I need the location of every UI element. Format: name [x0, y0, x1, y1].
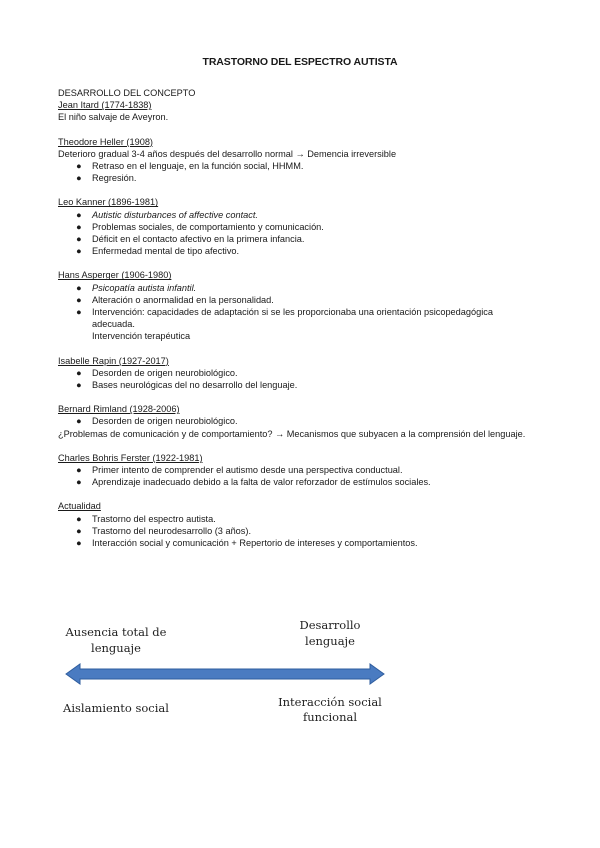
- list-item-text: Regresión.: [92, 173, 137, 184]
- section: [58, 403, 538, 440]
- section-heading: Leo Kanner (1896-1981): [58, 197, 159, 208]
- list-item: [58, 282, 538, 294]
- list-item: [58, 245, 538, 257]
- section-heading: Isabelle Rapin (1927-2017): [58, 355, 169, 366]
- section-text: Deterioro gradual 3-4 años después del desarrollo normal → Demencia irreversible: [58, 148, 397, 159]
- list-item: [58, 537, 538, 549]
- spectrum-arrow: [66, 664, 384, 684]
- bullet-icon: ●: [76, 465, 82, 476]
- section-heading: Jean Itard (1774-1838): [58, 100, 152, 111]
- bullet-icon: ●: [76, 477, 82, 488]
- bullet-icon: ●: [76, 513, 82, 524]
- label-right-top-2: lenguaje: [305, 634, 355, 648]
- list-item-text: Déficit en el contacto afectivo en la primera infancia.: [92, 234, 305, 245]
- concept-heading: DESARROLLO DEL CONCEPTO: [58, 88, 196, 98]
- list-item-text: Enfermedad mental de tipo afectivo.: [92, 246, 240, 257]
- list-item: [58, 464, 538, 476]
- page-title: TRASTORNO DEL ESPECTRO AUTISTA: [202, 56, 398, 68]
- list-item-text: Trastorno del espectro autista.: [92, 513, 216, 524]
- list-item-extra: Intervención terapéutica: [92, 331, 191, 342]
- section-note: ¿Problemas de comunicación y de comportamiento? → Mecanismos que subyacen a la comprensión del lenguaje.: [58, 428, 526, 439]
- bullet-icon: ●: [76, 282, 82, 293]
- bullet-list: [58, 513, 538, 550]
- list-item-text: Psicopatía autista infantil.: [92, 282, 197, 293]
- label-right-top-1: Desarrollo: [299, 618, 361, 632]
- bullet-icon: ●: [76, 234, 82, 245]
- bullet-list: [58, 367, 538, 391]
- bullet-icon: ●: [76, 221, 82, 232]
- list-item: [58, 160, 538, 172]
- section-heading: Hans Asperger (1906-1980): [58, 270, 172, 281]
- list-item-text: Trastorno del neurodesarrollo (3 años).: [92, 525, 251, 536]
- bullet-list: [58, 464, 538, 488]
- list-item: [58, 306, 538, 343]
- list-item-text: Retraso en el lenguaje, en la función social, HHMM.: [92, 161, 304, 172]
- bullet-icon: ●: [76, 173, 82, 184]
- list-item-text: Alteración o anormalidad en la personalidad.: [92, 294, 274, 305]
- list-item: [58, 476, 538, 488]
- section-heading: Charles Bohris Ferster (1922-1981): [58, 452, 203, 463]
- list-item: [58, 233, 538, 245]
- section-text: El niño salvaje de Aveyron.: [58, 112, 169, 123]
- section: [58, 452, 538, 489]
- list-item-text: Problemas sociales, de comportamiento y comunicación.: [92, 221, 324, 232]
- section-heading: Actualidad: [58, 501, 101, 512]
- section: [58, 500, 538, 549]
- bullet-list: [58, 209, 538, 258]
- label-right-bottom-1: Interacción social: [278, 695, 382, 709]
- bullet-icon: ●: [76, 538, 82, 549]
- list-item-text: Desorden de origen neurobiológico.: [92, 367, 238, 378]
- bullet-list: [58, 160, 538, 184]
- bullet-icon: ●: [76, 307, 82, 318]
- section: [58, 196, 538, 257]
- bullet-icon: ●: [76, 246, 82, 257]
- bullet-icon: ●: [76, 294, 82, 305]
- list-item: [58, 513, 538, 525]
- list-item: [58, 525, 538, 537]
- bullet-icon: ●: [76, 525, 82, 536]
- label-right-bottom-2: funcional: [302, 710, 358, 724]
- list-item: [58, 294, 538, 306]
- list-item-text: Desorden de origen neurobiológico.: [92, 416, 238, 427]
- bullet-list: [58, 415, 538, 427]
- list-item-text: Autistic disturbances of affective contact.: [92, 209, 258, 220]
- section: [58, 136, 538, 185]
- spectrum-diagram: [0, 610, 600, 730]
- list-item-text: Intervención: capacidades de adaptación si se les proporcionaba una orientación psicopedagógica adecuada.: [92, 307, 493, 330]
- bullet-icon: ●: [76, 161, 82, 172]
- label-left-bottom: Aislamiento social: [63, 701, 169, 715]
- label-left-top-1: Ausencia total de: [65, 625, 167, 639]
- bullet-icon: ●: [76, 209, 82, 220]
- label-left-top-2: lenguaje: [91, 641, 141, 655]
- bullet-icon: ●: [76, 416, 82, 427]
- list-item: [58, 221, 538, 233]
- list-item-text: Primer intento de comprender el autismo desde una perspectiva conductual.: [92, 465, 403, 476]
- document-body: [58, 87, 538, 549]
- section-heading: Theodore Heller (1908): [58, 136, 153, 147]
- section: [58, 355, 538, 392]
- list-item: [58, 367, 538, 379]
- list-item: [58, 209, 538, 221]
- bullet-icon: ●: [76, 367, 82, 378]
- list-item: [58, 172, 538, 184]
- section: [58, 269, 538, 342]
- list-item-text: Interacción social y comunicación + Repertorio de intereses y comportamientos.: [92, 538, 418, 549]
- list-item-text: Bases neurológicas del no desarrollo del lenguaje.: [92, 380, 298, 391]
- bullet-icon: ●: [76, 380, 82, 391]
- bullet-list: [58, 282, 538, 343]
- list-item: [58, 415, 538, 427]
- list-item-text: Aprendizaje inadecuado debido a la falta de valor reforzador de estímulos sociales.: [92, 477, 431, 488]
- list-item: [58, 379, 538, 391]
- section-heading: Bernard Rimland (1928-2006): [58, 404, 180, 415]
- section: [58, 99, 538, 123]
